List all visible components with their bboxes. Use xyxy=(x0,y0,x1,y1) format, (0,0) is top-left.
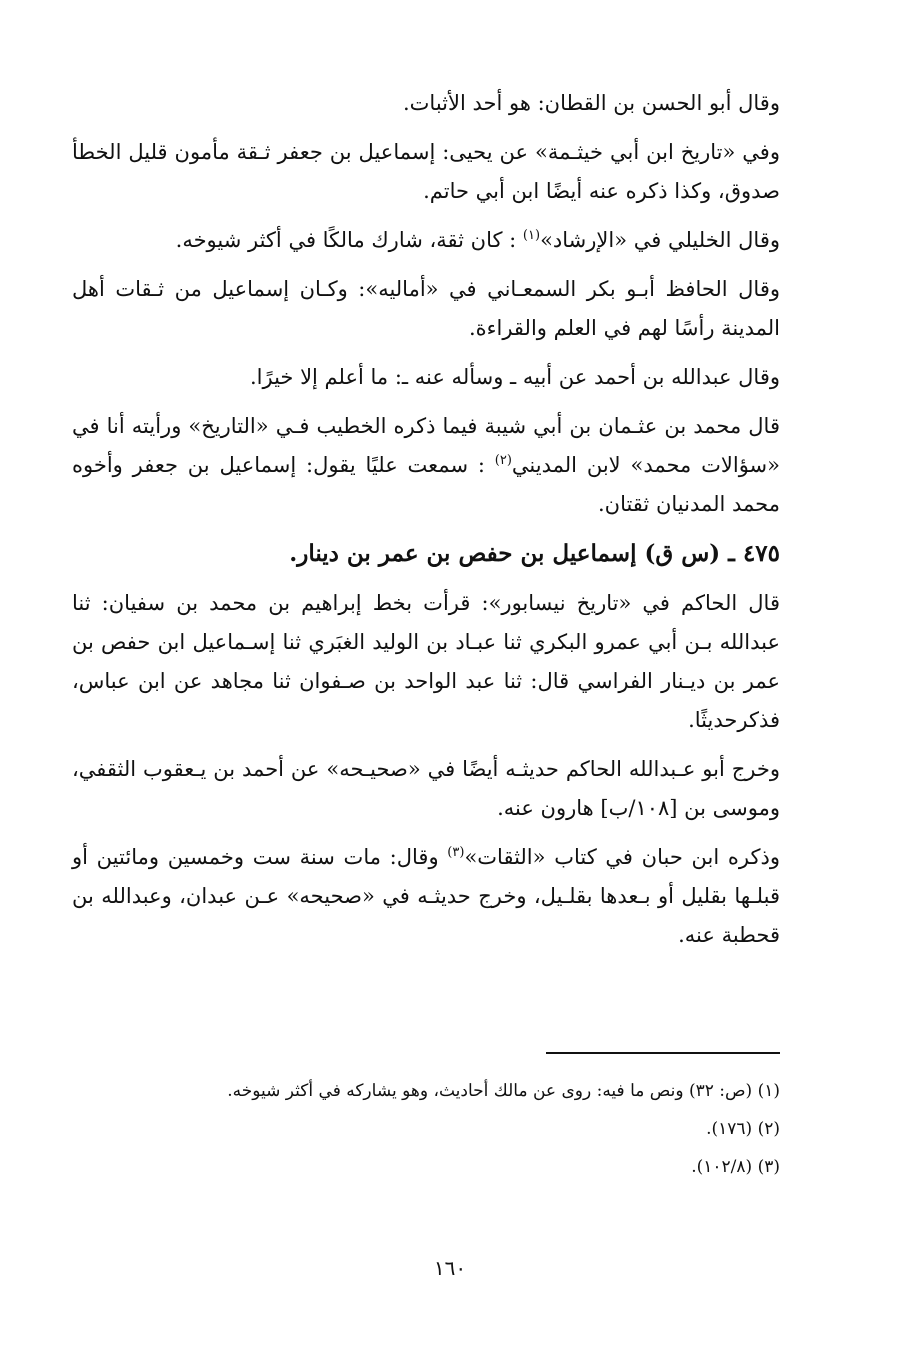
page-body xyxy=(72,84,780,965)
paragraph-text: وفي «تاريخ ابن أبي خيثـمة» عن يحيى: إسماعيل بن جعفر ثـقة مأمون قليل الخطأ صدوق، وكذا ذكره عنه أيضًا ابن أبي حاتم. xyxy=(72,140,780,203)
paragraph-ibn-al-qattan xyxy=(72,84,780,123)
footnote-2: (٢) (١٧٦). xyxy=(706,1119,780,1139)
footnote-ref-2: (٢) xyxy=(494,453,512,468)
paragraph-khalili xyxy=(72,221,780,260)
paragraph-ibn-hibban xyxy=(72,838,780,955)
paragraph-abdullah-bin-ahmad xyxy=(72,358,780,397)
footnote-ref-1: (١) xyxy=(522,228,541,243)
entry-heading xyxy=(72,534,780,574)
entry-title: ـ (س ق) إسماعيل بن حفص بن عمر بن دينار. xyxy=(289,540,735,567)
paragraph-text: قال الحاكم في «تاريخ نيسابور»: قرأت بخط إبراهيم بن محمد بن سفيان: ثنا عبدالله بـن أبي عمرو البكري ثنا عبـاد بن الوليد الغبَري ثنا إسـماعيل ابن حفص بن عمر بن ديـنار الفراسي قال: ثنا عبد الواحد بن صـفوان ثنا مجاهد عن ابن عباس، فذكرحديثًا. xyxy=(72,591,780,732)
paragraph-hakim-tarikh xyxy=(72,584,780,740)
paragraph-text: وخرج أبو عـبدالله الحاكم حديثـه أيضًا في «صحيـحه» عن أحمد بن يـعقوب الثقفي، وموسى بن [١٠٨/ب] هارون عنه. xyxy=(72,757,780,820)
paragraph-ibn-abi-khaythama xyxy=(72,133,780,211)
paragraph-text: : كان ثقة، شارك مالكًا في أكثر شيوخه. xyxy=(175,228,523,252)
paragraph-text: قال محمد بن عثـمان بن أبي شيبة فيما ذكره الخطيب فـي «التاريخ» ورأيته أنا في «سؤالات محمد» لابن المديني xyxy=(72,414,780,477)
paragraph-text: وقال الخليلي في «الإرشاد» xyxy=(540,228,780,252)
paragraph-text: وقال عبدالله بن أحمد عن أبيه ـ وسأله عنه ـ: ما أعلم إلا خيرًا. xyxy=(249,365,780,389)
footnotes xyxy=(72,1072,780,1186)
paragraph-text: وذكره ابن حبان في كتاب «الثقات» xyxy=(464,845,780,869)
footnote-3: (٣) (١٠٢/٨). xyxy=(691,1157,780,1177)
paragraph-samani xyxy=(72,270,780,348)
footnote-divider xyxy=(546,1052,780,1054)
paragraph-text: : سمعت عليًا يقول: إسماعيل بن جعفر وأخوه محمد المدنيان ثقتان. xyxy=(72,453,780,516)
page-number: ١٦٠ xyxy=(433,1256,467,1280)
footnote-1: (١) (ص: ٣٢) ونص ما فيه: روى عن مالك أحاديث، وهو يشاركه في أكثر شيوخه. xyxy=(227,1081,780,1101)
entry-number: ٤٧٥ xyxy=(742,540,780,567)
paragraph-text: وقال الحافظ أبـو بكر السمعـاني في «أماليه»: وكـان إسماعيل من ثـقات أهل المدينة رأسًا لهم في العلم والقراءة. xyxy=(72,277,780,340)
paragraph-ibn-abi-shayba xyxy=(72,407,780,524)
paragraph-text: وقال: مات سنة ست وخمسين ومائتين أو قبلـها بقليل أو بـعدها بقلـيل، وخرج حديثـه في «صحيحه» عـن عبدان، وعبدالله بن قحطبة عنه. xyxy=(72,845,780,947)
footnote-ref-3: (٣) xyxy=(447,845,465,860)
paragraph-hakim-sahih xyxy=(72,750,780,828)
paragraph-text: وقال أبو الحسن بن القطان: هو أحد الأثبات. xyxy=(402,91,780,115)
